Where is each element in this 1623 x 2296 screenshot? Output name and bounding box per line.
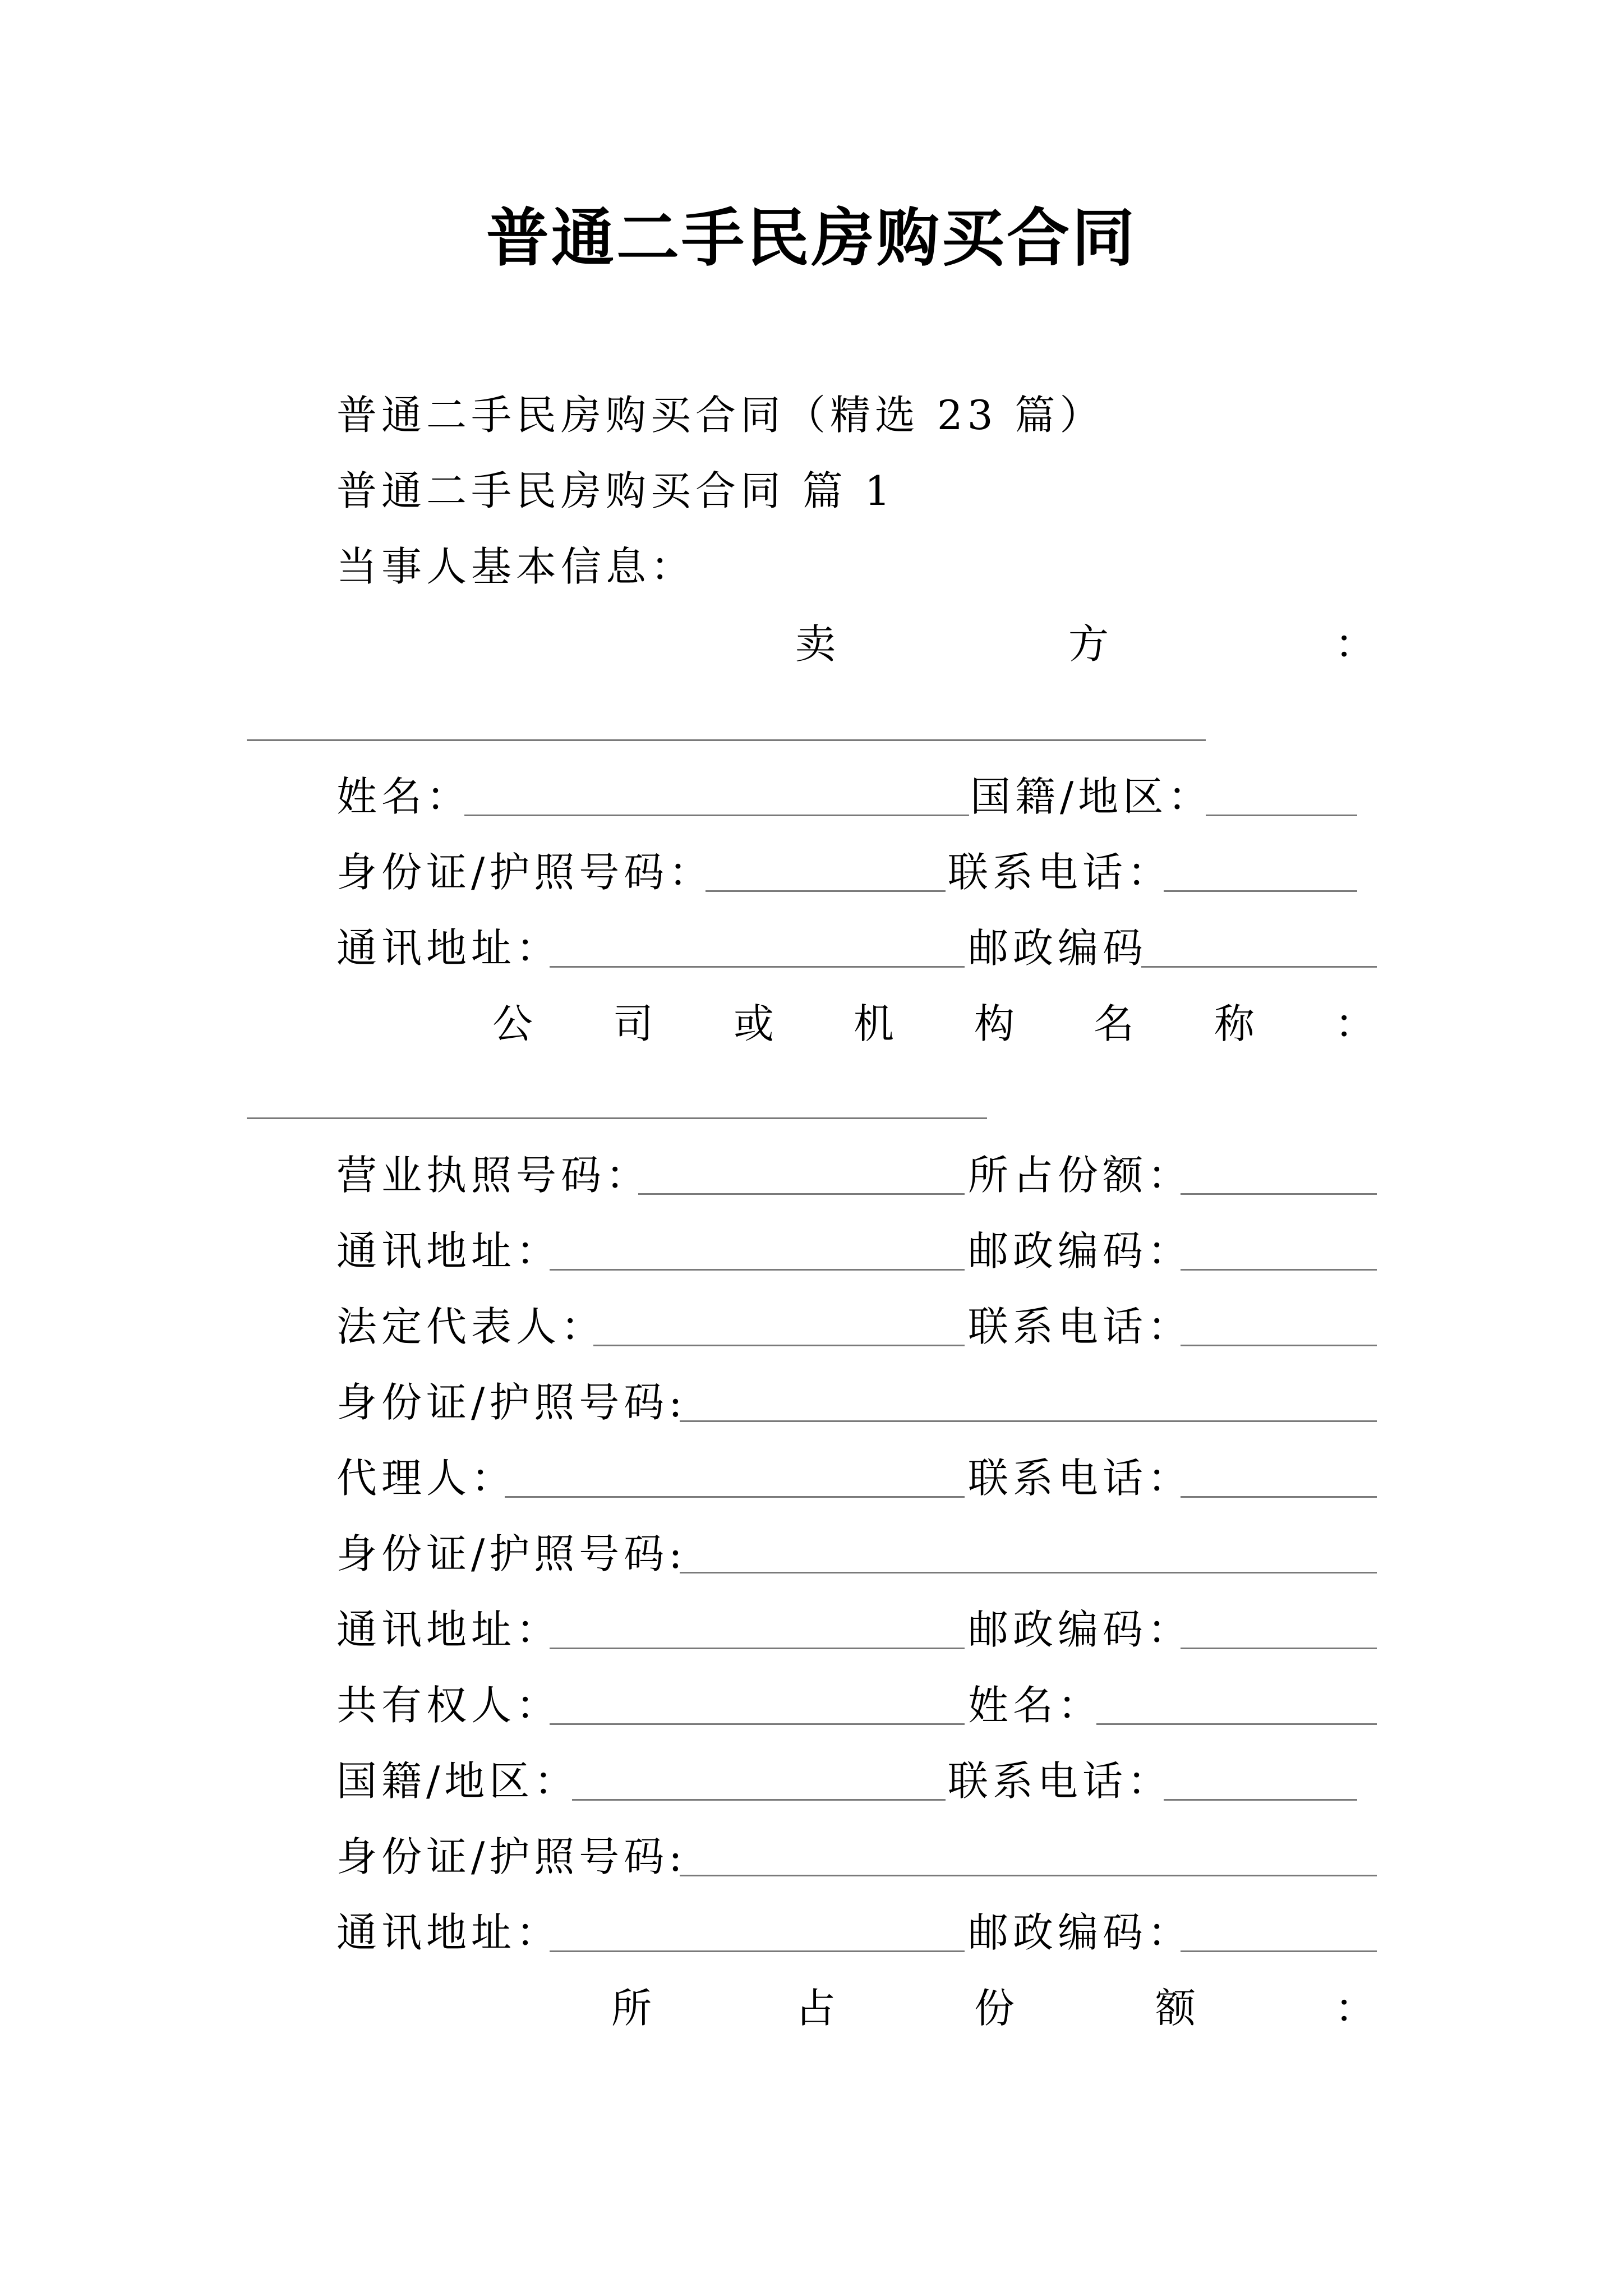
id-input-line[interactable] — [680, 1420, 1377, 1422]
company-char: 构 — [974, 1000, 1015, 1047]
label-license: 营业执照号码： — [336, 1152, 651, 1199]
seller-char: 方 — [1068, 620, 1109, 668]
name-input-line[interactable] — [464, 815, 969, 816]
subtitle: 普通二手民房购买合同（精选 23 篇） — [336, 392, 1105, 439]
label-id: 身份证/护照号码： — [336, 849, 714, 896]
label-address: 通讯地址： — [336, 1909, 561, 1956]
nationality-input-line[interactable] — [1206, 815, 1357, 816]
company-char: 名 — [1094, 1000, 1135, 1047]
label-postcode: 邮政编码： — [968, 1909, 1193, 1956]
intro-text: 当事人基本信息： — [336, 543, 696, 590]
id-input-line[interactable] — [680, 1875, 1377, 1876]
label-postcode: 邮政编码： — [968, 1227, 1193, 1274]
company-char: 称 — [1214, 1000, 1255, 1047]
address-input-line[interactable] — [550, 1648, 965, 1649]
share-char: 额 — [1155, 1985, 1196, 2032]
document-title: 普通二手民房购买合同 — [486, 201, 1137, 275]
company-char: 或 — [734, 1000, 774, 1047]
share-char: ： — [1335, 1985, 1376, 2032]
postcode-input-line[interactable] — [1181, 1950, 1377, 1952]
label-address: 通讯地址： — [336, 1606, 561, 1653]
phone-input-line[interactable] — [1164, 1799, 1357, 1801]
label-legal-rep: 法定代表人： — [336, 1303, 606, 1350]
label-share: 所占份额： — [968, 1152, 1193, 1199]
co-name-input-line[interactable] — [1096, 1723, 1377, 1725]
license-input-line[interactable] — [638, 1193, 965, 1195]
label-agent: 代理人： — [336, 1455, 517, 1502]
company-blank-line[interactable] — [247, 1117, 987, 1119]
label-address: 通讯地址： — [336, 1227, 561, 1274]
address-input-line[interactable] — [550, 1950, 965, 1952]
label-id: 身份证/护照号码: — [336, 1379, 687, 1426]
phone-input-line[interactable] — [1181, 1496, 1377, 1498]
co-owner-input-line[interactable] — [550, 1723, 965, 1725]
company-heading — [0, 996, 1623, 1052]
seller-heading — [0, 616, 1623, 672]
id-input-line[interactable] — [680, 1572, 1377, 1573]
share-heading — [0, 1980, 1623, 2036]
share-input-line[interactable] — [1181, 1193, 1377, 1195]
phone-input-line[interactable] — [1181, 1345, 1377, 1346]
company-char: 公 — [492, 1000, 533, 1047]
label-postcode: 邮政编码： — [968, 1606, 1193, 1653]
label-postcode: 邮政编码 — [968, 924, 1148, 972]
share-char: 份 — [974, 1985, 1015, 2032]
postcode-input-line[interactable] — [1181, 1269, 1377, 1271]
label-phone: 联系电话： — [968, 1303, 1193, 1350]
seller-blank-line[interactable] — [247, 739, 1206, 741]
postcode-input-line[interactable] — [1181, 1648, 1377, 1649]
seller-char: 卖 — [795, 620, 836, 668]
label-name: 姓名： — [336, 773, 472, 820]
postcode-input-line[interactable] — [1141, 966, 1377, 968]
seller-char: ： — [1335, 620, 1376, 668]
agent-input-line[interactable] — [505, 1496, 965, 1498]
id-input-line[interactable] — [706, 890, 946, 892]
address-input-line[interactable] — [550, 1269, 965, 1271]
share-char: 所 — [611, 1985, 652, 2032]
share-char: 占 — [795, 1985, 836, 2032]
label-co-name: 姓名： — [968, 1682, 1103, 1729]
label-phone: 联系电话： — [948, 849, 1173, 896]
address-input-line[interactable] — [550, 966, 965, 968]
phone-input-line[interactable] — [1164, 890, 1357, 892]
label-id: 身份证/护照号码: — [336, 1530, 687, 1577]
company-char: ： — [1335, 1000, 1376, 1047]
section-heading: 普通二手民房购买合同 篇 1 — [336, 467, 895, 514]
nationality-input-line[interactable] — [572, 1799, 946, 1801]
company-char: 机 — [854, 1000, 895, 1047]
label-phone: 联系电话： — [948, 1757, 1173, 1805]
legal-rep-input-line[interactable] — [593, 1345, 965, 1346]
label-phone: 联系电话： — [968, 1455, 1193, 1502]
label-address: 通讯地址： — [336, 924, 561, 972]
label-id: 身份证/护照号码: — [336, 1833, 687, 1880]
company-char: 司 — [613, 1000, 654, 1047]
label-nationality: 国籍/地区： — [336, 1757, 579, 1805]
label-co-owner: 共有权人： — [336, 1682, 561, 1729]
label-nationality: 国籍/地区： — [970, 773, 1213, 820]
